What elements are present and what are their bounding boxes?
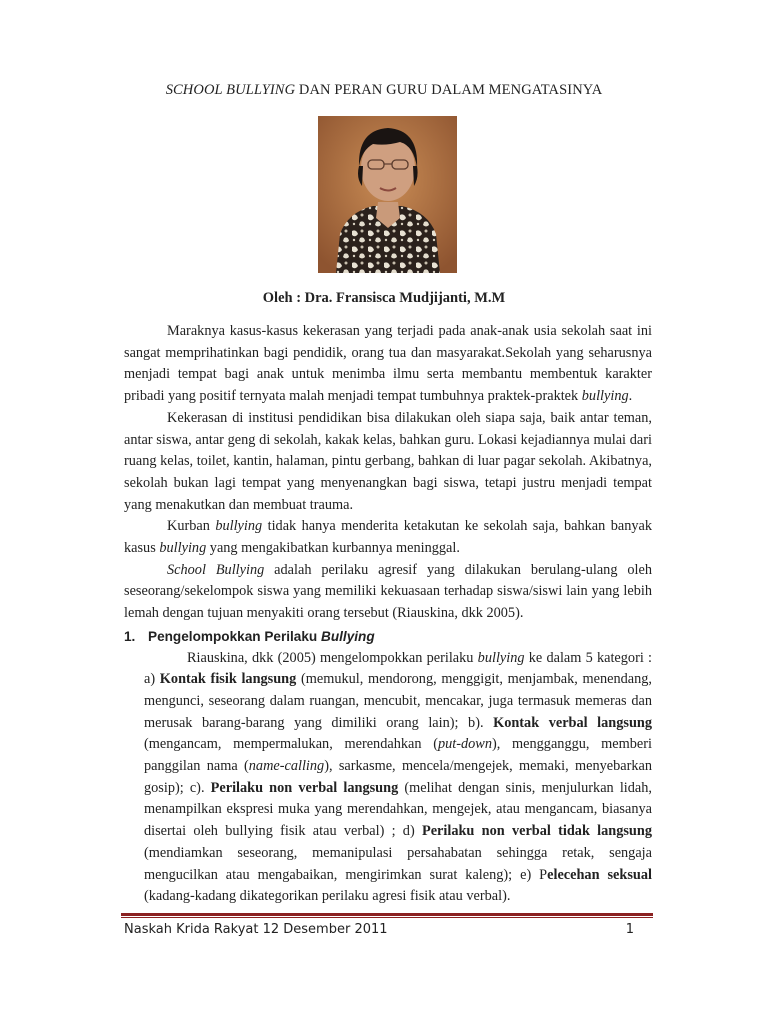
page-footer: [124, 922, 634, 937]
paragraph-1: [124, 321, 652, 408]
footer-source: Naskah Krida Rakyat 12 Desember 2011: [124, 922, 388, 937]
section-paragraph: [124, 648, 652, 908]
italic-term: put-down: [437, 736, 492, 753]
footer-divider: [121, 913, 653, 916]
text-run: ), mengganggu, memberi panggilan nama (: [144, 736, 652, 775]
italic-term: name-calling: [248, 758, 325, 775]
text-run: ), sarkasme, mencela/mengejek, memaki, menyebarkan gosip); c).: [144, 758, 653, 796]
italic-term: bullying: [477, 649, 525, 666]
section-title: [148, 626, 375, 648]
title-italic: SCHOOL BULLYING: [165, 82, 296, 98]
article-body: [124, 321, 652, 908]
text-run: Riauskina, dkk (2005) mengelompokkan perilaku: [187, 649, 478, 666]
bold-term: Perilaku non verbal tidak langsung: [421, 823, 652, 840]
text-run: ke dalam 5 kategori : a): [144, 649, 652, 688]
paragraph-3: [124, 516, 652, 559]
text-run: adalah perilaku agresif yang dilakukan berulang-ulang oleh seseorang/sekelompok siswa yang memiliki kekuasaan terhadap siswa/siswi lain yang lebih lemah dengan tujuan menyakiti orang tersebut (Riauskina, dkk 2005).: [124, 561, 652, 622]
section-heading: [124, 626, 652, 648]
italic-term: School Bullying: [167, 561, 265, 578]
bold-term: elecehan seksual: [547, 866, 652, 883]
author-photo-image: [318, 116, 457, 273]
text-run: (kadang-kadang dikategorikan perilaku agresi fisik atau verbal).: [144, 888, 511, 905]
title-rest: DAN PERAN GURU DALAM MENGATASINYA: [295, 82, 603, 98]
text-run: (melihat dengan sinis, menjulurkan lidah, menampilkan ekspresi muka yang merendahkan, mengejek, atau mengancam, biasanya disertai oleh bullying fisik atau verbal) ; d): [144, 779, 652, 840]
footer-divider-thin: [121, 917, 653, 918]
text-run: Kurban: [167, 518, 216, 535]
bold-term: Perilaku non verbal langsung: [210, 779, 399, 796]
text-run: .: [628, 388, 633, 405]
text-run: (mengancam, mempermalukan, merendahkan (: [144, 736, 438, 753]
italic-term: bullying: [215, 518, 263, 535]
section-number: 1.: [124, 628, 136, 644]
italic-term: bullying: [581, 388, 629, 405]
text-run: yang mengakibatkan kurbannya meninggal.: [206, 540, 460, 557]
document-title: [0, 82, 768, 99]
page-number: 1: [625, 922, 634, 937]
paragraph-2: Kekerasan di institusi pendidikan bisa dilakukan oleh siapa saja, baik antar teman, antar siswa, antar geng di sekolah, kakak kelas, bahkan guru. Lokasi kejadiannya mulai dari ruang kelas, toilet, kantin, halaman, pintu gerbang, bahkan di luar pagar sekolah. Akibatnya, sekolah bukan lagi tempat yang menyenangkan bagi siswa, tetapi justru menjadi tempat yang menakutkan dan membuat trauma.: [124, 409, 652, 513]
section-title-italic: Bullying: [321, 628, 375, 644]
bold-term: Kontak verbal langsung: [493, 714, 652, 731]
author-photo: [318, 116, 457, 273]
italic-term: bullying: [159, 540, 207, 557]
text-run: Maraknya kasus-kasus kekerasan yang terjadi pada anak-anak usia sekolah saat ini sangat memprihatinkan bagi pendidik, orang tua dan masyarakat.Sekolah yang seharusnya menjadi tempat bagi anak untuk menimba ilmu serta membantu membentuk karakter pribadi yang positif ternyata malah menjadi tempat tumbuhnya praktek-praktek: [124, 323, 652, 405]
section-title-text: Pengelompokkan Perilaku: [148, 628, 322, 644]
text-run: (mendiamkan seseorang, memanipulasi persahabatan sehingga retak, sengaja mengucilkan atau mengabaikan, mengirimkan surat kaleng); e) P: [144, 844, 652, 883]
text-run: tidak hanya menderita ketakutan ke sekolah saja, bahkan banyak kasus: [124, 518, 652, 557]
paragraph-4: [124, 560, 652, 625]
author-byline: Oleh : Dra. Fransisca Mudjijanti, M.M: [262, 290, 506, 306]
text-run: (memukul, mendorong, menggigit, menjambak, menendang, mengunci, seseorang dalam ruangan, mencubit, mencakar, juga termasuk memeras dan merusak barang-barang yang dimiliki orang lain); b).: [144, 671, 653, 731]
bold-term: Kontak fisik langsung: [159, 671, 297, 688]
